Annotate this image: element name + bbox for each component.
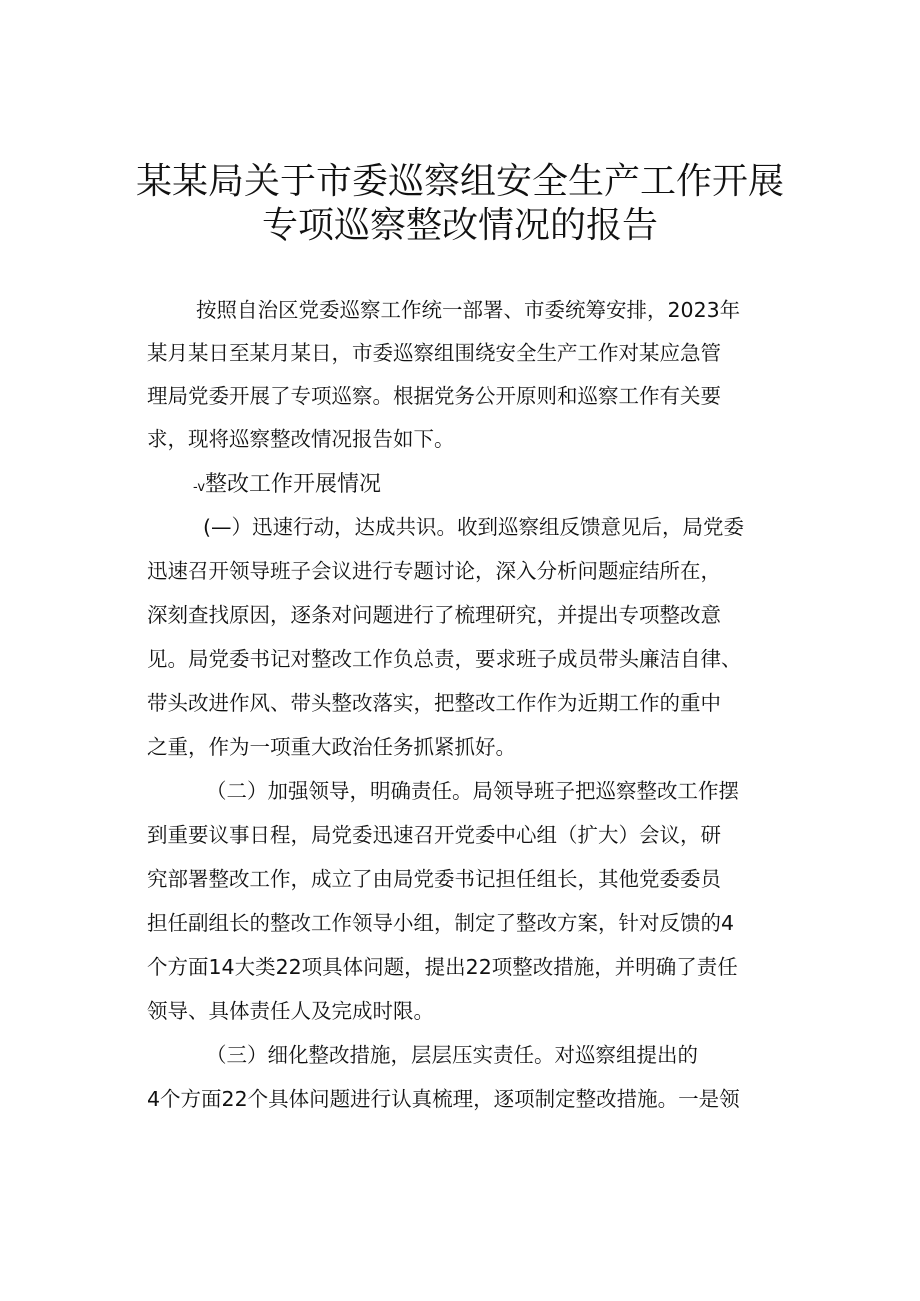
- para2-line-6: 领导、具体责任人及完成时限。: [147, 999, 434, 1023]
- para2-line-2: 到重要议事日程，局党委迅速召开党委中心组（扩大）会议，研: [147, 823, 721, 847]
- section-heading-text: 整改工作开展情况: [205, 472, 382, 497]
- para1-line-6: 之重，作为一项重大政治任务抓紧抓好。: [147, 735, 516, 759]
- para3-line-2: 4个方面22个具体问题进行认真梳理，逐项制定整改措施。一是领: [147, 1087, 740, 1111]
- document-title-line-2: 专项巡察整改情况的报告: [261, 205, 658, 246]
- para2-line-3: 究部署整改工作，成立了由局党委书记担任组长，其他党委委员: [147, 867, 721, 891]
- para1-line-2: 迅速召开领导班子会议进行专题讨论，深入分析问题症结所在，: [147, 559, 721, 583]
- para3-line-1: （三）细化整改措施，层层压实责任。对巡察组提出的: [206, 1043, 698, 1067]
- para1-line-1: (—）迅速行动，达成共识。收到巡察组反馈意见后，局党委: [203, 515, 744, 539]
- para2-line-4: 担任副组长的整改工作领导小组，制定了整改方案，针对反馈的4: [147, 911, 735, 935]
- intro-line-2: 某月某日至某月某日，市委巡察组围绕安全生产工作对某应急管: [147, 341, 721, 365]
- section-heading-1: [193, 470, 381, 503]
- intro-line-1: 按照自治区党委巡察工作统一部署、市委统筹安排，2023年: [196, 298, 741, 322]
- para2-line-5: 个方面14大类22项具体问题，提出22项整改措施，并明确了责任: [147, 955, 738, 979]
- para1-line-4: 见。局党委书记对整改工作负总责，要求班子成员带头廉洁自律、: [147, 647, 742, 671]
- document-title-line-1: 某某局关于市委巡察组安全生产工作开展: [135, 161, 784, 202]
- para1-line-3: 深刻查找原因，逐条对问题进行了梳理研究，并提出专项整改意: [147, 603, 721, 627]
- intro-line-4: 求，现将巡察整改情况报告如下。: [147, 427, 455, 451]
- para2-line-1: （二）加强领导，明确责任。局领导班子把巡察整改工作摆: [206, 779, 739, 803]
- para1-line-5: 带头改进作风、带头整改落实，把整改工作作为近期工作的重中: [147, 691, 721, 715]
- section-heading-prefix: -v: [193, 480, 206, 495]
- intro-line-3: 理局党委开展了专项巡察。根据党务公开原则和巡察工作有关要: [147, 384, 721, 408]
